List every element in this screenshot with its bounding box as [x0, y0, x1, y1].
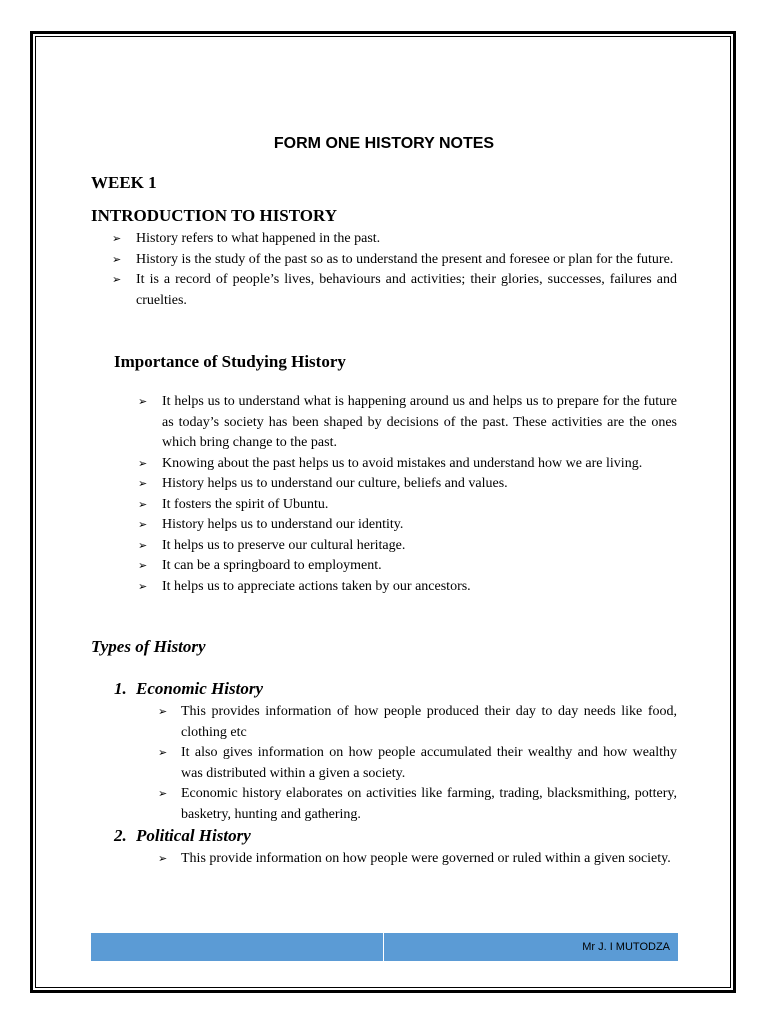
- week-heading: WEEK 1: [91, 173, 157, 192]
- list-item: ➢ This provide information on how people were governed or ruled within a given society.: [158, 849, 677, 870]
- arrow-bullet-icon: ➢: [138, 457, 148, 470]
- footer-bar: [91, 933, 678, 961]
- arrow-bullet-icon: ➢: [138, 498, 148, 511]
- list-item: ➢ History is the study of the past so as to understand the present and foresee or plan for the future.: [112, 250, 677, 271]
- list-item: ➢ It also gives information on how people accumulated their wealthy and how wealthy was distributed within a given a society.: [158, 745, 677, 781]
- arrow-bullet-icon: ➢: [138, 560, 148, 572]
- list-item: ➢ It fosters the spirit of Ubuntu.: [138, 495, 677, 516]
- arrow-bullet-icon: ➢: [158, 747, 168, 759]
- list-item: ➢ Economic history elaborates on activities like farming, trading, blacksmithing, pottery, basketry, hunting and gathering.: [158, 786, 677, 822]
- list-item: ➢ History refers to what happened in the past.: [112, 229, 677, 250]
- arrow-bullet-icon: ➢: [138, 580, 148, 593]
- arrow-bullet-icon: ➢: [158, 788, 168, 800]
- economic-list: [158, 702, 677, 825]
- list-item: ➢ This provides information of how people produced their day to day needs like food, clothing etc: [158, 704, 677, 740]
- section-heading-political: [114, 826, 251, 846]
- footer-author: Mr J. I MUTODZA: [582, 941, 670, 953]
- list-item: ➢ It is a record of people’s lives, behaviours and activities; their glories, successes, failures and cruelties.: [112, 272, 677, 308]
- types-heading: Types of History: [91, 637, 206, 656]
- importance-heading: Importance of Studying History: [114, 352, 346, 371]
- arrow-bullet-icon: ➢: [158, 706, 168, 718]
- list-item: ➢ It helps us to preserve our cultural heritage.: [138, 536, 677, 557]
- footer-cell-left: [91, 933, 384, 961]
- document-title: FORM ONE HISTORY NOTES: [273, 135, 495, 152]
- list-item: ➢ Knowing about the past helps us to avoid mistakes and understand how we are living.: [138, 454, 677, 475]
- list-item: ➢ It helps us to understand what is happening around us and helps us to prepare for the future as today’s society has been shaped by decisions of the past. These activities are the ones which bring change to the past.: [138, 394, 677, 450]
- arrow-bullet-icon: ➢: [112, 233, 122, 245]
- arrow-bullet-icon: ➢: [138, 478, 148, 490]
- importance-list: [138, 392, 677, 597]
- arrow-bullet-icon: ➢: [138, 519, 148, 531]
- list-item: ➢ It can be a springboard to employment.: [138, 556, 677, 577]
- intro-heading: INTRODUCTION TO HISTORY: [91, 206, 337, 225]
- arrow-bullet-icon: ➢: [138, 396, 148, 408]
- arrow-bullet-icon: ➢: [138, 539, 148, 552]
- arrow-bullet-icon: ➢: [112, 253, 122, 266]
- section-number: 1.: [114, 679, 127, 698]
- section-title: Political History: [136, 826, 251, 845]
- intro-list: [112, 229, 677, 311]
- section-number: 2.: [114, 826, 127, 845]
- list-item: ➢ History helps us to understand our identity.: [138, 515, 677, 536]
- political-list: [158, 849, 677, 870]
- section-heading-economic: [114, 679, 263, 699]
- arrow-bullet-icon: ➢: [112, 274, 122, 286]
- footer-cell-right: [384, 933, 678, 961]
- list-item: ➢ It helps us to appreciate actions taken by our ancestors.: [138, 577, 677, 598]
- list-item: ➢ History helps us to understand our culture, beliefs and values.: [138, 474, 677, 495]
- arrow-bullet-icon: ➢: [158, 853, 168, 865]
- section-title: Economic History: [136, 679, 264, 698]
